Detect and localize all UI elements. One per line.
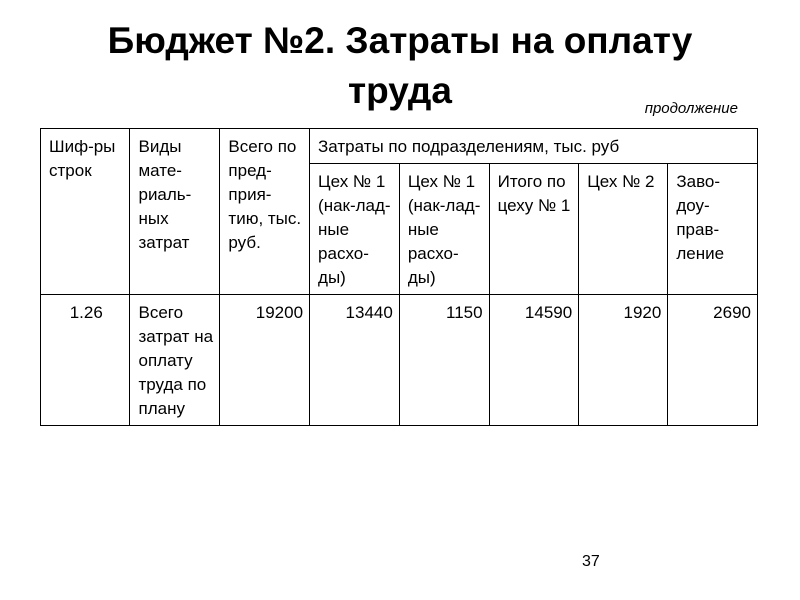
header-sub-3: Итого по цеху № 1 bbox=[489, 164, 579, 295]
row-value-1: 13440 bbox=[310, 295, 400, 426]
header-group: Затраты по подразделениям, тыс. руб bbox=[310, 129, 758, 164]
page-number: 37 bbox=[582, 553, 600, 570]
row-value-5: 2690 bbox=[668, 295, 758, 426]
budget-table bbox=[40, 128, 758, 426]
header-sub-1: Цех № 1 (нак-лад-ные расхо-ды) bbox=[310, 164, 400, 295]
header-sub-5: Заво-доу-прав-ление bbox=[668, 164, 758, 295]
row-value-3: 14590 bbox=[489, 295, 579, 426]
header-sub-2: Цех № 1 (нак-лад-ные расхо-ды) bbox=[399, 164, 489, 295]
continuation-label: продолжение bbox=[644, 100, 738, 117]
title-line-2: труда bbox=[348, 70, 452, 111]
row-total: 19200 bbox=[220, 295, 310, 426]
row-kind: Всего затрат на оплату труда по плану bbox=[130, 295, 220, 426]
header-code: Шиф-ры строк bbox=[41, 129, 130, 295]
row-value-2: 1150 bbox=[399, 295, 489, 426]
header-row-1 bbox=[41, 129, 758, 164]
table-row bbox=[41, 295, 758, 426]
header-total: Всего по пред-прия-тию, тыс. руб. bbox=[220, 129, 310, 295]
title-line-1: Бюджет №2. Затраты на оплату bbox=[107, 20, 693, 61]
row-value-4: 1920 bbox=[579, 295, 668, 426]
header-sub-4: Цех № 2 bbox=[579, 164, 668, 295]
row-code: 1.26 bbox=[41, 295, 130, 426]
header-kind: Виды мате-риаль-ных затрат bbox=[130, 129, 220, 295]
